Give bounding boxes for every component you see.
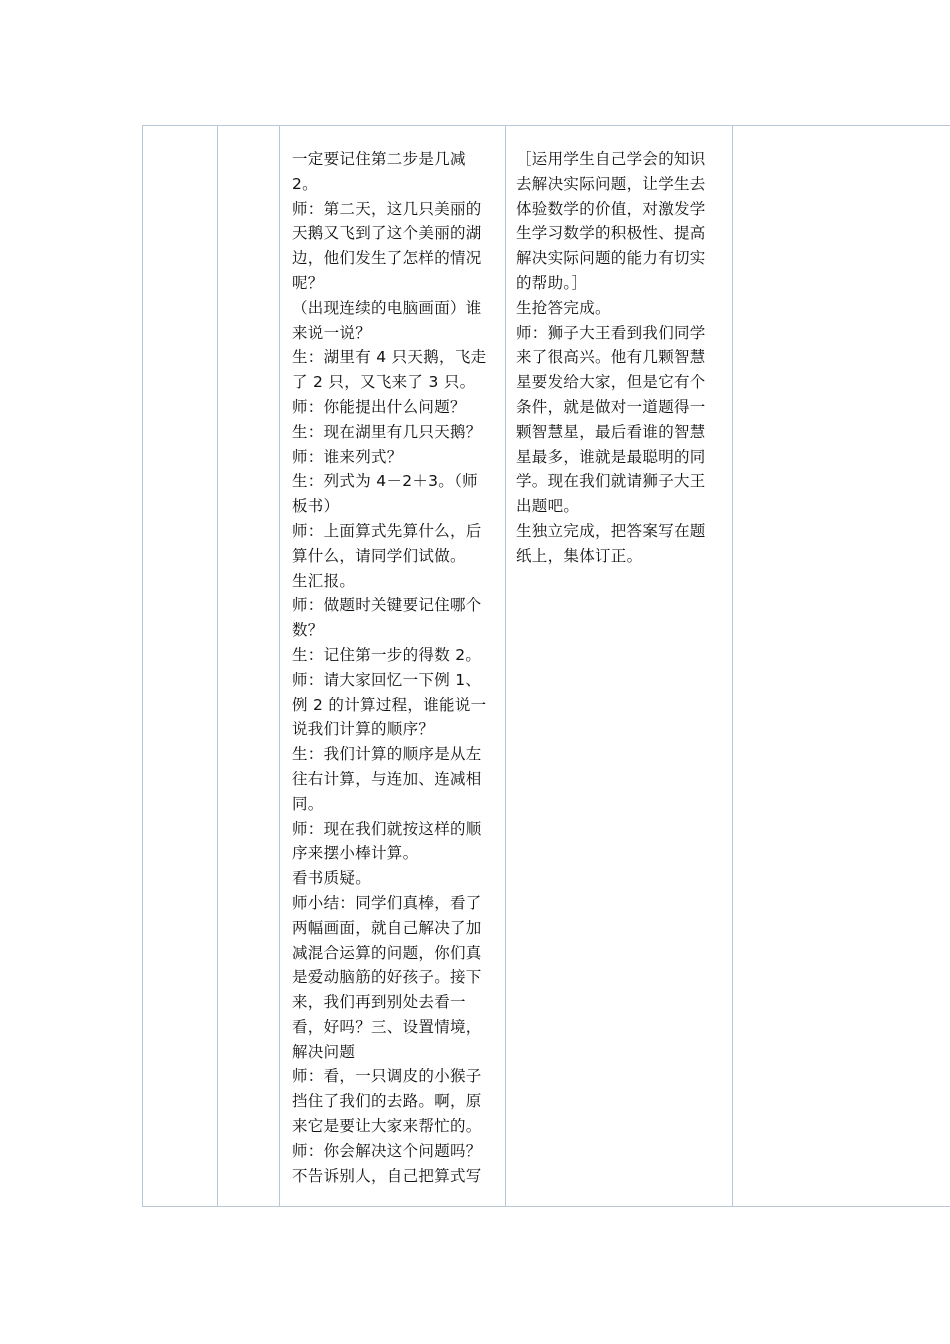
text-line: 序来摆小棒计算。 (292, 844, 419, 863)
text-line: 纸上，集体订正。 (516, 546, 643, 565)
text-line: ［运用学生自己学会的知识 (516, 150, 706, 168)
text-line: 呢？ (292, 273, 324, 292)
text-line: 来它是要让大家来帮忙的。 (292, 1117, 482, 1136)
text-line: 生：现在湖里有几只天鹅？ (292, 422, 482, 441)
text-line: 师：你能提出什么问题？ (292, 397, 466, 416)
table-column-teaching-process (279, 126, 505, 1206)
text-line: 2。 (292, 174, 318, 193)
text-line: 来，我们再到别处去看一 (292, 993, 466, 1012)
text-line: 说我们计算的顺序？ (292, 720, 435, 739)
text-line: 解决实际问题的能力有切实 (516, 249, 706, 268)
text-line: 生：我们计算的顺序是从左 (292, 745, 482, 764)
text-line: 来说一说？ (292, 323, 372, 342)
text-line: 师：看，一只调皮的小猴子 (292, 1067, 482, 1086)
text-line: 师：第二天，这几只美丽的 (292, 199, 482, 218)
text-line: 星最多，谁就是最聪明的同 (516, 447, 706, 466)
text-line: 出题吧。 (516, 497, 580, 516)
text-line: 师小结：同学们真棒，看了 (292, 893, 482, 912)
text-line: 师：现在我们就按这样的顺 (292, 819, 482, 838)
text-line: 天鹅又飞到了这个美丽的湖 (292, 224, 482, 243)
table-column-1 (142, 126, 217, 1206)
text-line: 条件，就是做对一道题得一 (516, 397, 706, 416)
text-line: 边，他们发生了怎样的情况 (292, 249, 482, 268)
teaching-process-text (292, 147, 497, 1188)
table-column-5 (732, 126, 950, 1206)
text-line: 是爱动脑筋的好孩子。接下 (292, 968, 482, 987)
text-line: 去解决实际问题，让学生去 (516, 174, 706, 193)
text-line: 解决问题 (292, 1042, 356, 1061)
text-line: 不告诉别人，自己把算式写 (292, 1166, 482, 1185)
text-line: 减混合运算的问题，你们真 (292, 943, 482, 962)
text-line: 师：狮子大王看到我们同学 (516, 323, 706, 342)
text-line: 师：上面算式先算什么，后 (292, 521, 482, 540)
text-line: 师：做题时关键要记住哪个 (292, 596, 482, 615)
text-line: 生独立完成，把答案写在题 (516, 521, 706, 540)
text-line: 看书质疑。 (292, 869, 372, 888)
text-line: 师：你会解决这个问题吗？ (292, 1141, 482, 1160)
text-line: 往右计算，与连加、连减相 (292, 769, 482, 788)
table-column-design-notes (505, 126, 732, 1206)
text-line: 两幅画面，就自己解决了加 (292, 918, 482, 937)
text-line: 同。 (292, 794, 324, 813)
text-line: 学。现在我们就请狮子大王 (516, 472, 706, 491)
text-line: 星要发给大家，但是它有个 (516, 373, 706, 392)
lesson-plan-table (142, 125, 950, 1207)
text-line: 生汇报。 (292, 571, 356, 590)
text-line: 生：湖里有 4 只天鹅，飞走 (292, 348, 487, 367)
text-line: 师：请大家回忆一下例 1、 (292, 670, 482, 689)
text-line: 生：记住第一步的得数 2。 (292, 645, 482, 664)
text-line: 来了很高兴。他有几颗智慧 (516, 348, 706, 367)
text-line: 生抢答完成。 (516, 298, 611, 317)
text-line: 生：列式为 4－2＋3。（师 (292, 472, 478, 491)
text-line: 的帮助。］ (516, 273, 588, 292)
text-line: 体验数学的价值，对激发学 (516, 199, 706, 218)
text-line: 看，好吗？三、设置情境， (292, 1017, 482, 1036)
table-column-2 (217, 126, 279, 1206)
text-line: 了 2 只，又飞来了 3 只。 (292, 373, 476, 392)
design-notes-text (516, 147, 726, 569)
text-line: 师：谁来列式？ (292, 447, 403, 466)
text-line: 挡住了我们的去路。啊，原 (292, 1092, 482, 1111)
text-line: 算什么，请同学们试做。 (292, 546, 466, 565)
text-line: 颗智慧星，最后看谁的智慧 (516, 422, 706, 441)
text-line: （出现连续的电脑画面）谁 (292, 298, 482, 317)
text-line: 例 2 的计算过程，谁能说一 (292, 695, 487, 714)
text-line: 一定要记住第二步是几减 (292, 150, 466, 168)
text-line: 数？ (292, 621, 324, 640)
text-line: 生学习数学的积极性、提高 (516, 224, 706, 243)
text-line: 板书） (292, 497, 340, 516)
